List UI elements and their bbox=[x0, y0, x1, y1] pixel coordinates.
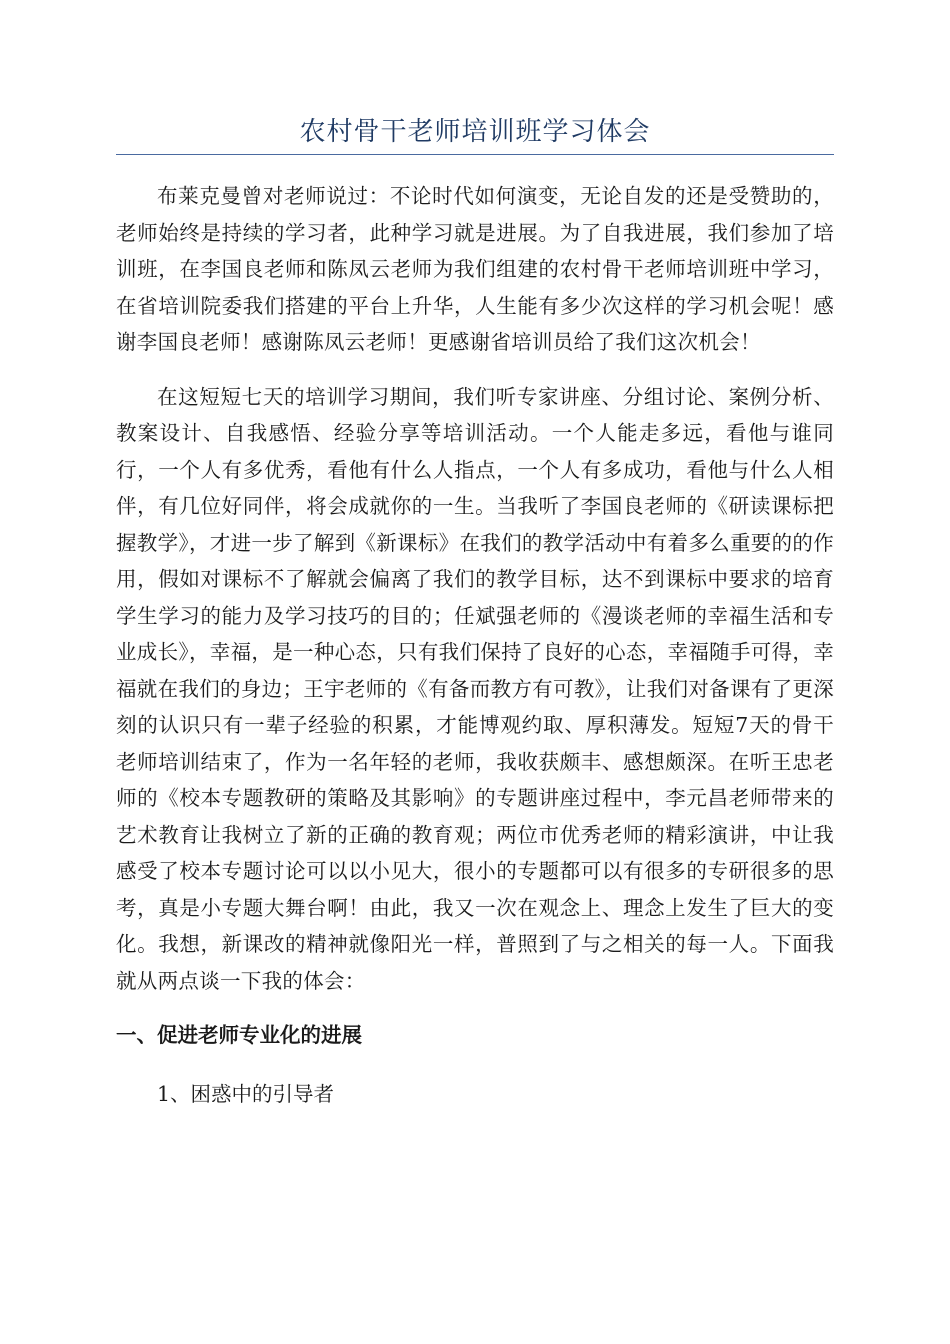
subsection-heading: 1、困惑中的引导者 bbox=[157, 1081, 335, 1106]
document-body bbox=[116, 178, 834, 1112]
paragraph-training: 在这短短七天的培训学习期间，我们听专家讲座、分组讨论、案例分析、教案设计、自我感悟、经验分享等培训活动。一个人能走多远，看他与谁同行，一个人有多优秀，看他有什么人指点，一个人有多成功，看他与什么人相伴，有几位好同伴，将会成就你的一生。当我听了李国良老师的《研读课标把握教学》，才进一步了解到《新课标》在我们的教学活动中有着多么重要的的作用，假如对课标不了解就会偏离了我们的教学目标，达不到课标中要求的培育学生学习的能力及学习技巧的目的；任斌强老师的《漫谈老师的幸福生活和专业成长》，幸福，是一种心态，只有我们保持了良好的心态，幸福随手可得，幸福就在我们的身边；王宇老师的《有备而教方有可教》，让我们对备课有了更深刻的认识只有一辈子经验的积累，才能博观约取、厚积薄发。短短7天的骨干老师培训结束了，作为一名年轻的老师，我收获颇丰、感想颇深。在听王忠老师的《校本专题教研的策略及其影响》的专题讲座过程中，李元昌老师带来的艺术教育让我树立了新的正确的教育观；两位市优秀老师的精彩演讲，中让我感受了校本专题讨论可以以小见大，很小的专题都可以有很多的专研很多的思考，真是小专题大舞台啊！由此，我又一次在观念上、理念上发生了巨大的变化。我想，新课改的精神就像阳光一样，普照到了与之相关的每一人。下面我就从两点谈一下我的体会： bbox=[116, 384, 834, 993]
paragraph-intro: 布莱克曼曾对老师说过：不论时代如何演变，无论自发的还是受赞助的，老师始终是持续的学习者，此种学习就是进展。为了自我进展，我们参加了培训班，在李国良老师和陈凤云老师为我们组建的农村骨干老师培训班中学习，在省培训院委我们搭建的平台上升华，人生能有多少次这样的学习机会呢！感谢李国良老师！感谢陈凤云老师！更感谢省培训员给了我们这次机会！ bbox=[116, 184, 834, 354]
title-underline bbox=[116, 154, 834, 155]
section-heading: 一、促进老师专业化的进展 bbox=[116, 1023, 362, 1047]
document-title: 农村骨干老师培训班学习体会 bbox=[299, 117, 651, 147]
